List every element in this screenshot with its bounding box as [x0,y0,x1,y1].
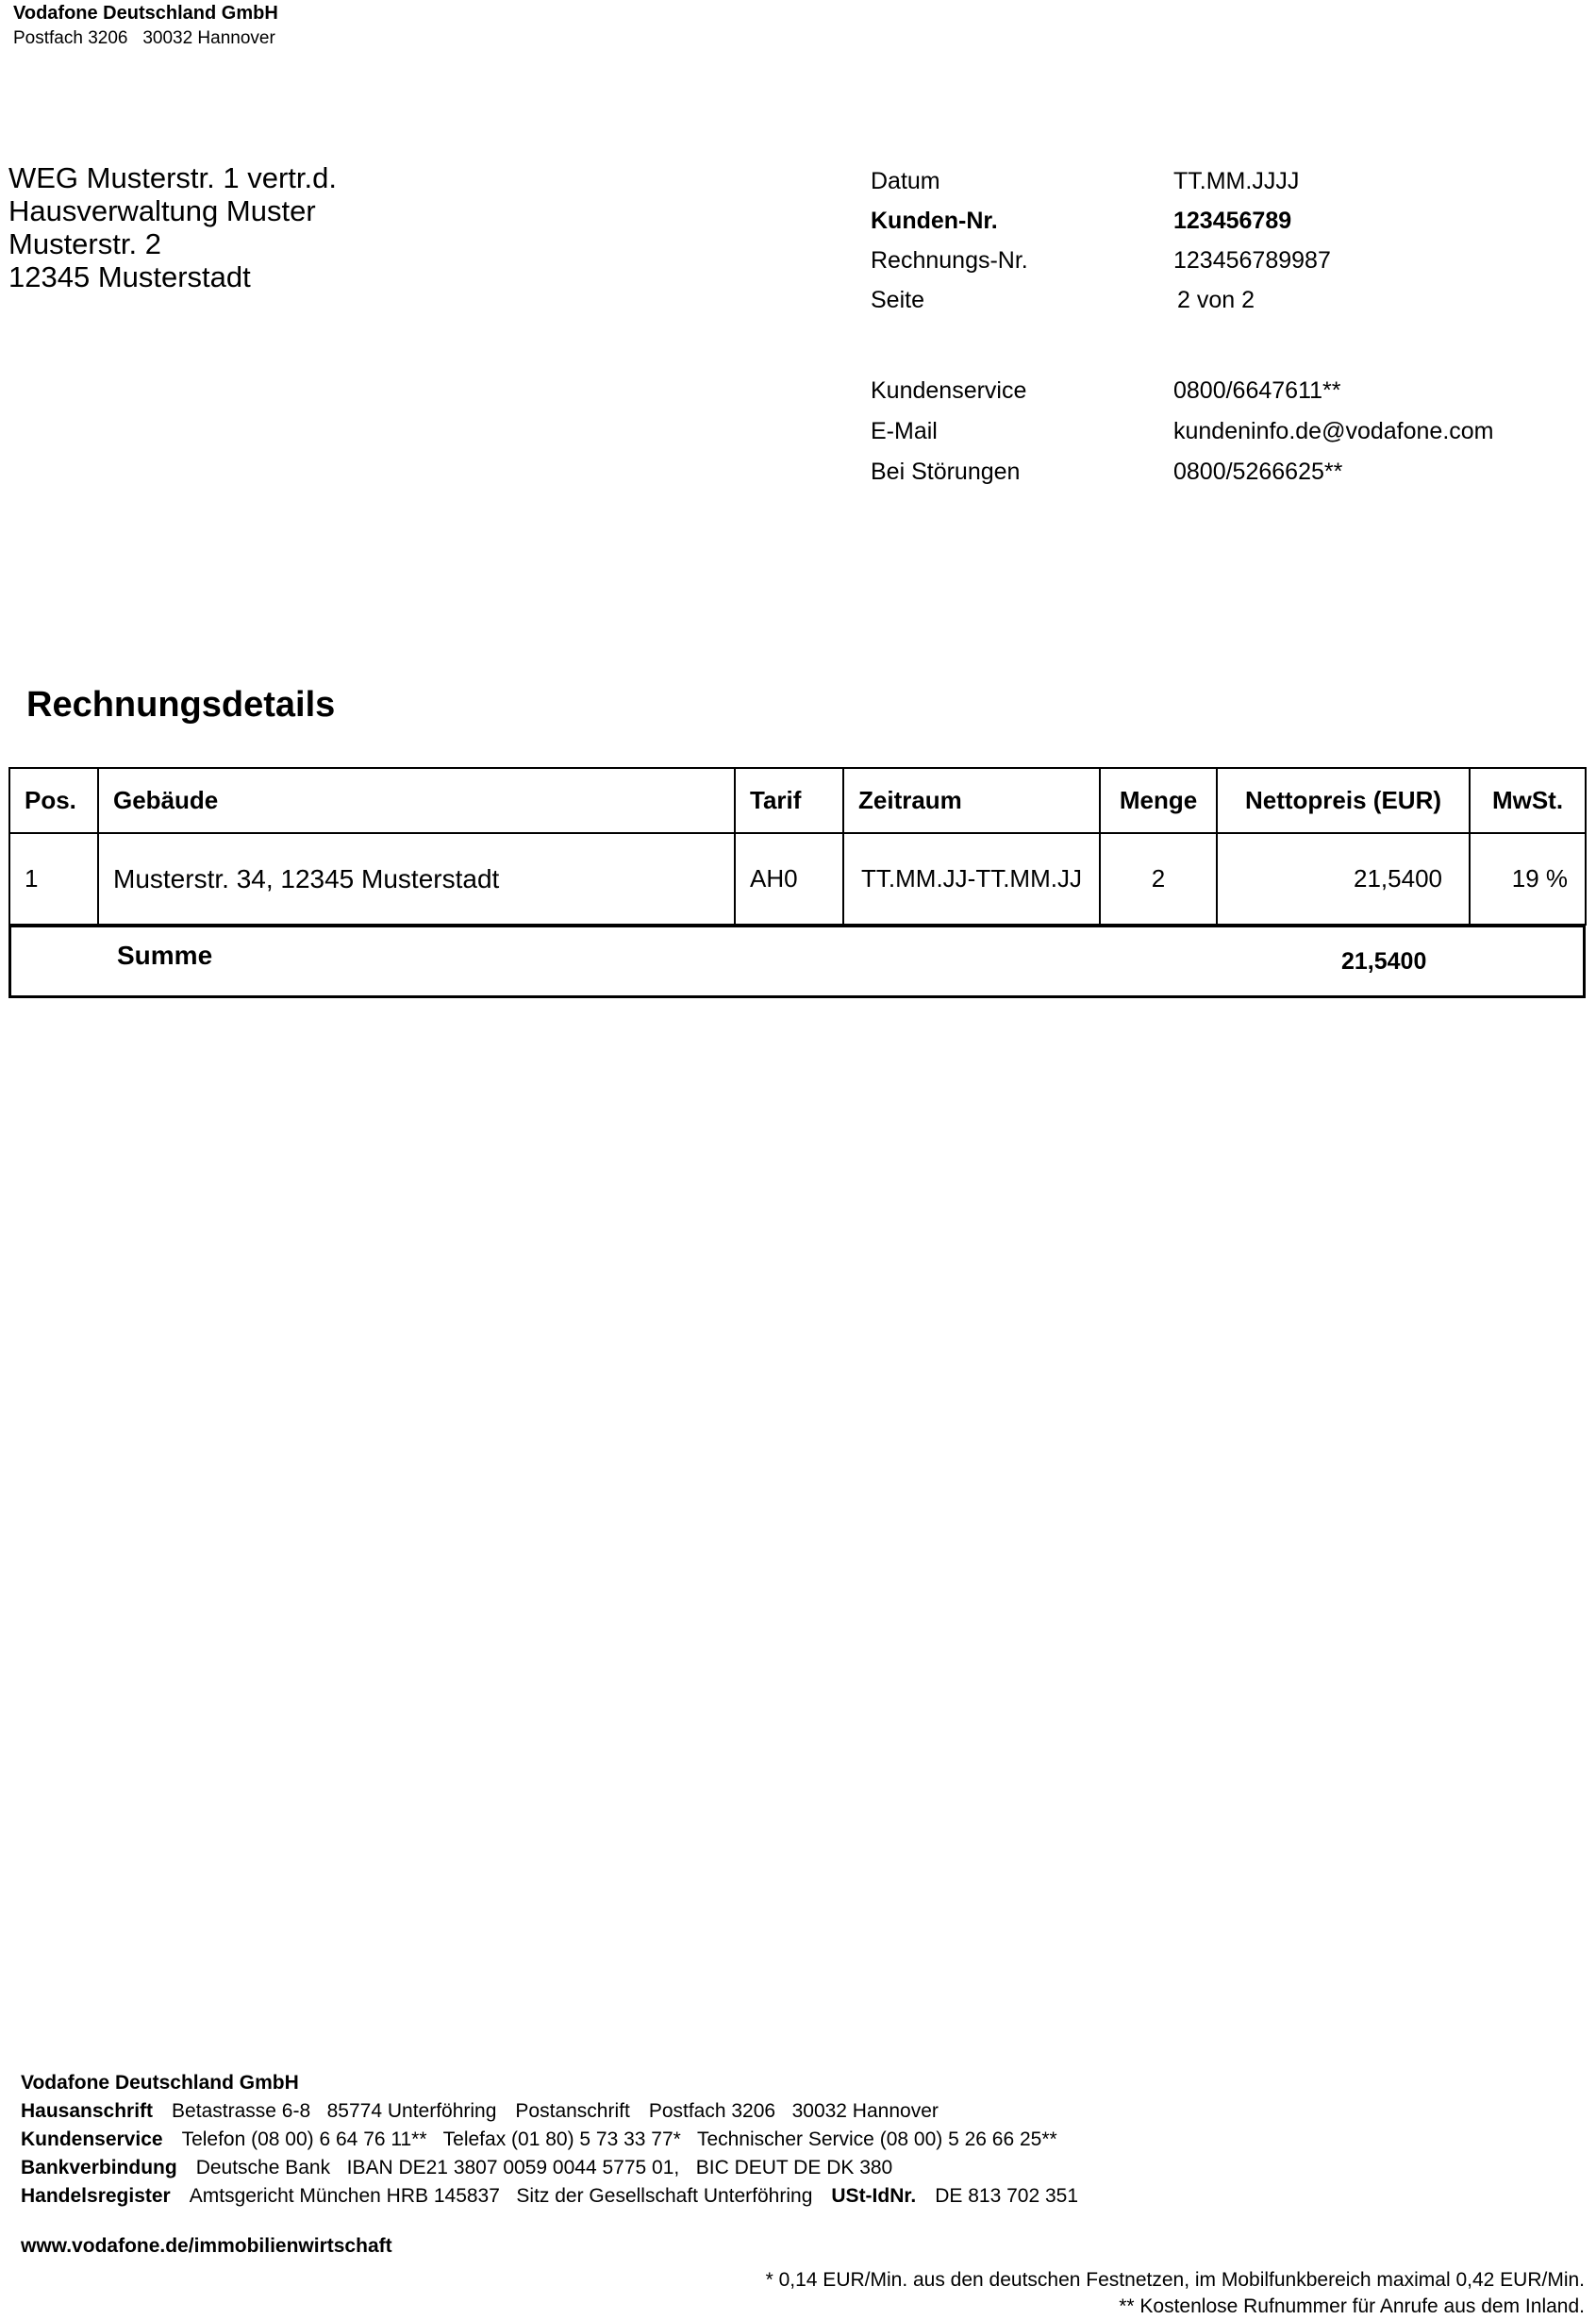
summe-label: Summe [117,941,213,970]
cell-tarif: AH0 [735,833,843,925]
recipient-line: WEG Musterstr. 1 vertr.d. [8,161,337,194]
invoice-meta [871,161,1331,320]
summe-value: 21,5400 [1341,948,1427,975]
datum-value: TT.MM.JJJJ [1173,167,1300,194]
email-label: E-Mail [871,418,938,444]
sender-address: Postfach 3206 30032 Hannover [13,28,275,48]
footnote-2: ** Kostenlose Rufnummer für Anrufe aus dem Inland. [1119,2295,1585,2317]
footnotes [766,2267,1585,2320]
kunden-nr-value: 123456789 [1173,207,1292,234]
kundenservice-value: 0800/6647611** [1173,377,1341,404]
col-header-nettopreis: Nettopreis (EUR) [1217,768,1470,833]
footer-kundenservice-value: Telefon (08 00) 6 64 76 11** Telefax (01 80) 5 73 33 77* Technischer Service (08 00) 5 26 66 25** [181,2128,1057,2150]
col-header-menge: Menge [1100,768,1217,833]
col-header-mwst: MwSt. [1470,768,1586,833]
col-header-pos: Pos. [9,768,98,833]
datum-label: Datum [871,167,940,194]
rechnungs-nr-value: 123456789987 [1173,246,1331,274]
cell-mwst: 19 % [1470,833,1586,925]
stoerungen-value: 0800/5266625** [1173,459,1343,485]
seite-value: 2 von 2 [1177,286,1255,313]
cell-nettopreis: 21,5400 [1217,833,1470,925]
kundenservice-label: Kundenservice [871,377,1027,404]
handelsregister-value: Amtsgericht München HRB 145837 Sitz der Gesellschaft Unterföhring [189,2185,813,2207]
ust-value: DE 813 702 351 [935,2185,1079,2207]
cell-zeitraum: TT.MM.JJ-TT.MM.JJ [843,833,1100,925]
footer [21,2069,1078,2211]
summe-row [8,925,1586,998]
kunden-nr-label: Kunden-Nr. [871,207,998,234]
col-header-zeitraum: Zeitraum [843,768,1100,833]
sender-name: Vodafone Deutschland GmbH [13,3,278,24]
hausanschrift-value: Betastrasse 6-8 85774 Unterföhring [172,2100,497,2122]
footer-url-link[interactable]: www.vodafone.de/immobilienwirtschaft [21,2235,392,2257]
cell-gebaeude: Musterstr. 34, 12345 Musterstadt [98,833,735,925]
bank-label: Bankverbindung [21,2157,177,2178]
recipient-line: 12345 Musterstadt [8,260,251,293]
bank-value: Deutsche Bank IBAN DE21 3807 0059 0044 5775 01, BIC DEUT DE DK 380 [195,2157,893,2178]
recipient-line: Musterstr. 2 [8,227,161,260]
cell-pos: 1 [9,833,98,925]
footer-kundenservice-label: Kundenservice [21,2128,163,2150]
email-value: kundeninfo.de@vodafone.com [1173,418,1494,444]
table-row [9,833,1586,925]
recipient-address [8,161,337,293]
handelsregister-label: Handelsregister [21,2185,171,2207]
hausanschrift-label: Hausanschrift [21,2100,154,2122]
seite-label: Seite [871,286,924,313]
col-header-gebaeude: Gebäude [98,768,735,833]
stoerungen-label: Bei Störungen [871,459,1021,485]
footnote-1: * 0,14 EUR/Min. aus den deutschen Festnetzen, im Mobilfunkbereich maximal 0,42 EUR/Min. [765,2269,1585,2291]
cell-menge: 2 [1100,833,1217,925]
postanschrift-label: Postanschrift [515,2100,630,2122]
postanschrift-value: Postfach 3206 30032 Hannover [648,2100,939,2122]
invoice-details-table [8,767,1587,926]
recipient-line: Hausverwaltung Muster [8,194,316,227]
ust-label: USt-IdNr. [831,2185,917,2207]
col-header-tarif: Tarif [735,768,843,833]
footer-company: Vodafone Deutschland GmbH [21,2072,299,2094]
section-title: Rechnungsdetails [26,685,336,725]
contact-info [871,371,1494,492]
table-header-row [9,768,1586,833]
rechnungs-nr-label: Rechnungs-Nr. [871,246,1028,274]
